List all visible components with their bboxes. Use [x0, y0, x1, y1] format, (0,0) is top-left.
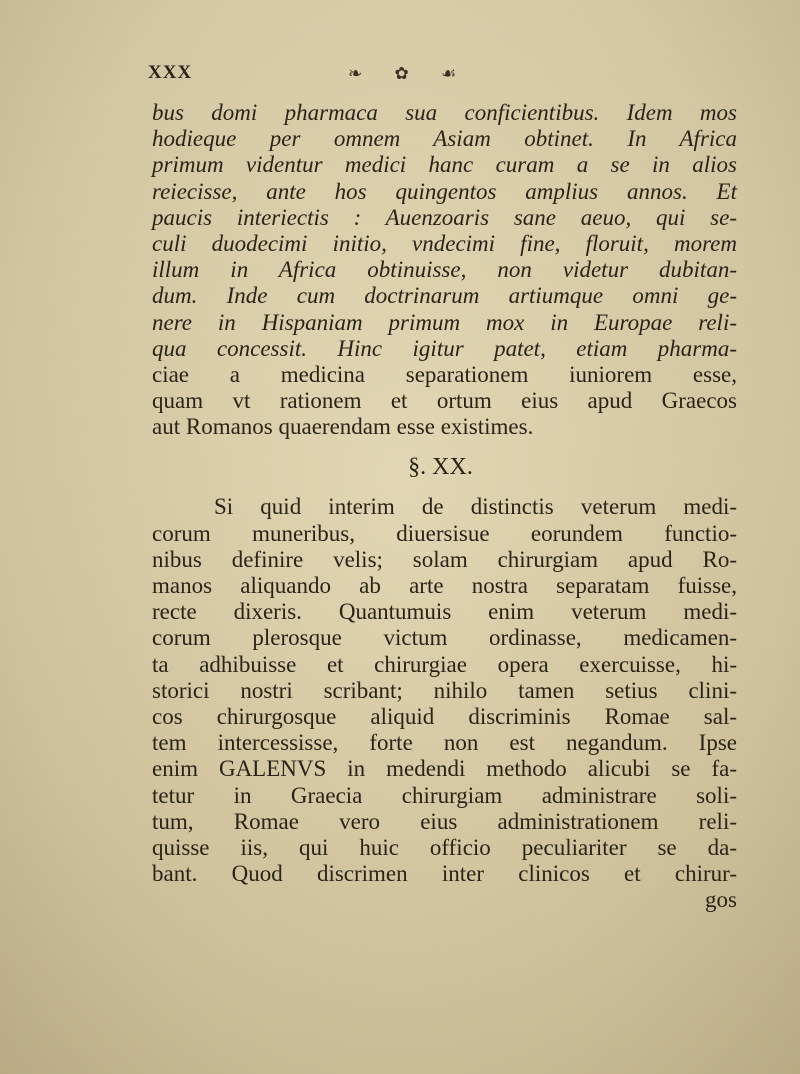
text-line: hodieque per omnem Asiam obtinet. In Africa — [152, 126, 737, 152]
text-line: primum videntur medici hanc curam a se in alios — [152, 152, 737, 178]
text-line: ciae a medicina separationem iuniorem esse, — [152, 361, 737, 387]
text-line: nere in Hispaniam primum mox in Europae reli- — [152, 309, 737, 335]
paragraph-continued — [152, 100, 737, 440]
text-line: storici nostri scribant; nihilo tamen setius clini- — [152, 677, 737, 703]
text-line: paucis interiectis : Auenzoaris sane aeuo, qui se- — [152, 204, 737, 230]
text-line: tetur in Graecia chirurgiam administrare soli- — [152, 782, 737, 808]
text-line: bus domi pharmaca sua conficientibus. Idem mos — [152, 100, 737, 125]
text-line: illum in Africa obtinuisse, non videtur dubitan- — [152, 257, 737, 283]
text-line: recte dixeris. Quantumuis enim veterum medi- — [152, 599, 737, 625]
text-line: ta adhibuisse et chirurgiae opera exercuisse, hi- — [152, 651, 737, 677]
text-line: manos aliquando ab arte nostra separatam fuisse, — [152, 573, 737, 598]
text-line: reiecisse, ante hos quingentos amplius annos. Et — [152, 178, 737, 204]
text-line: culi duodecimi initio, vndecimi fine, floruit, morem — [152, 230, 737, 256]
text-line: dum. Inde cum doctrinarum artiumque omni ge- — [152, 283, 737, 309]
section-heading: §. XX. — [408, 454, 473, 481]
paragraph-section-xx — [152, 494, 737, 887]
text-line: tem intercessisse, forte non est negandum. Ipse — [152, 730, 737, 756]
text-line: quisse iis, qui huic officio peculiariter se da- — [152, 834, 737, 860]
text-line: aut Romanos quaerendam esse existimes. — [152, 414, 534, 440]
text-line: quam vt rationem et ortum eius apud Graecos — [152, 388, 737, 414]
text-line: Si quid interim de distinctis veterum medi- — [214, 494, 737, 520]
text-line: qua concessit. Hinc igitur patet, etiam pharma- — [152, 335, 737, 361]
text-line: cos chirurgosque aliquid discriminis Romae sal- — [152, 703, 737, 729]
header-ornament: ❧ ✿ ☙ — [348, 64, 471, 83]
text-line: bant. Quod discrimen inter clinicos et chirur- — [152, 861, 737, 887]
catchword: gos — [705, 887, 737, 913]
text-line: nibus definire velis; solam chirurgiam apud Ro- — [152, 546, 737, 572]
text-line: corum plerosque victum ordinasse, medicamen- — [152, 625, 737, 651]
text-line: tum, Romae vero eius administrationem reli- — [152, 808, 737, 834]
page-number: XXX — [148, 62, 193, 83]
text-line: corum muneribus, diuersisue eorundem functio- — [152, 520, 737, 546]
running-header — [148, 62, 568, 92]
text-block — [152, 100, 737, 913]
text-line: enim GALENVS in medendi methodo alicubi se fa- — [152, 756, 737, 782]
